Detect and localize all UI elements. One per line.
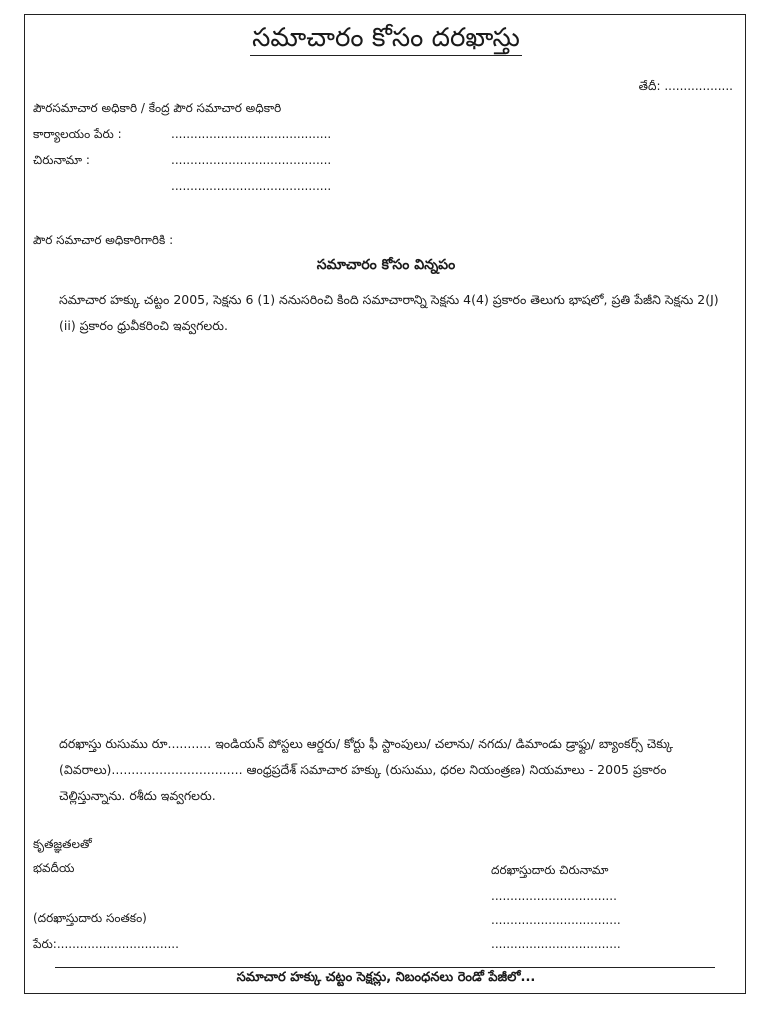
officer-designation: పౌరసమాచార అధికారి / కేంద్ర పౌర సమాచార అధికారి [33, 101, 282, 115]
form-title: సమాచారం కోసం దరఖాస్తు [25, 23, 747, 59]
form-frame [24, 14, 746, 994]
closing-yours: భవదీయ [33, 861, 75, 875]
office-name-label: కార్యాలయం పేరు : [33, 127, 122, 141]
applicant-name-field: పేరు:................................ [33, 937, 179, 951]
office-name-blank: .......................................... [171, 127, 332, 141]
applicant-address-line-2: .................................. [491, 913, 621, 927]
closing-thanks: కృతజ్ఞతలతో [33, 837, 92, 851]
footer-note: సమాచార హక్కు చట్టం సెక్షన్లు, నిబంధనలు రెండో పేజీలో... [236, 970, 536, 985]
address-label: చిరునామా : [33, 153, 90, 167]
footer-divider [55, 967, 715, 968]
address-blank-1: .......................................... [171, 153, 332, 167]
signature-label: (దరఖాస్తుదారు సంతకం) [33, 911, 147, 925]
date-field: తేదీ: .................. [638, 79, 733, 93]
request-body: సమాచార హక్కు చట్టం 2005, సెక్షను 6 (1) ననుసరించి కింది సమాచారాన్ని సెక్షను 4(4) ప్రకారం తెలుగు భాషలో, ప్రతి పేజీని సెక్షను 2(J)(ii) ప్రకారం ధ్రువీకరించి ఇవ్వగలరు. [59, 292, 719, 333]
salutation: పౌర సమాచార అధికారిగారికి : [33, 233, 174, 247]
applicant-address-label: దరఖాస్తుదారు చిరునామా [491, 863, 609, 877]
address-blank-2: .......................................... [171, 179, 332, 193]
request-heading: సమాచారం కోసం విన్నపం [316, 257, 456, 273]
fee-paragraph: దరఖాస్తు రుసుము రూ........... ఇండియన్ పోస్టలు ఆర్డరు/ కోర్టు ఫీ స్టాంపులు/ చలాను/ నగదు/ డిమాండు డ్రాఫ్టు/ బ్యాంకర్స్ చెక్కు (వివరాలు)................................. ఆంధ్రప్రదేశ్ సమాచార హక్కు (రుసుము, ధరల నియంత్రణ) నియమాలు - 2005 ప్రకారం చెల్లిస్తున్నాను. రశీదు ఇవ్వగలరు. [59, 736, 673, 803]
applicant-address-line-1: ................................. [491, 889, 617, 903]
applicant-address-line-3: .................................. [491, 937, 621, 951]
